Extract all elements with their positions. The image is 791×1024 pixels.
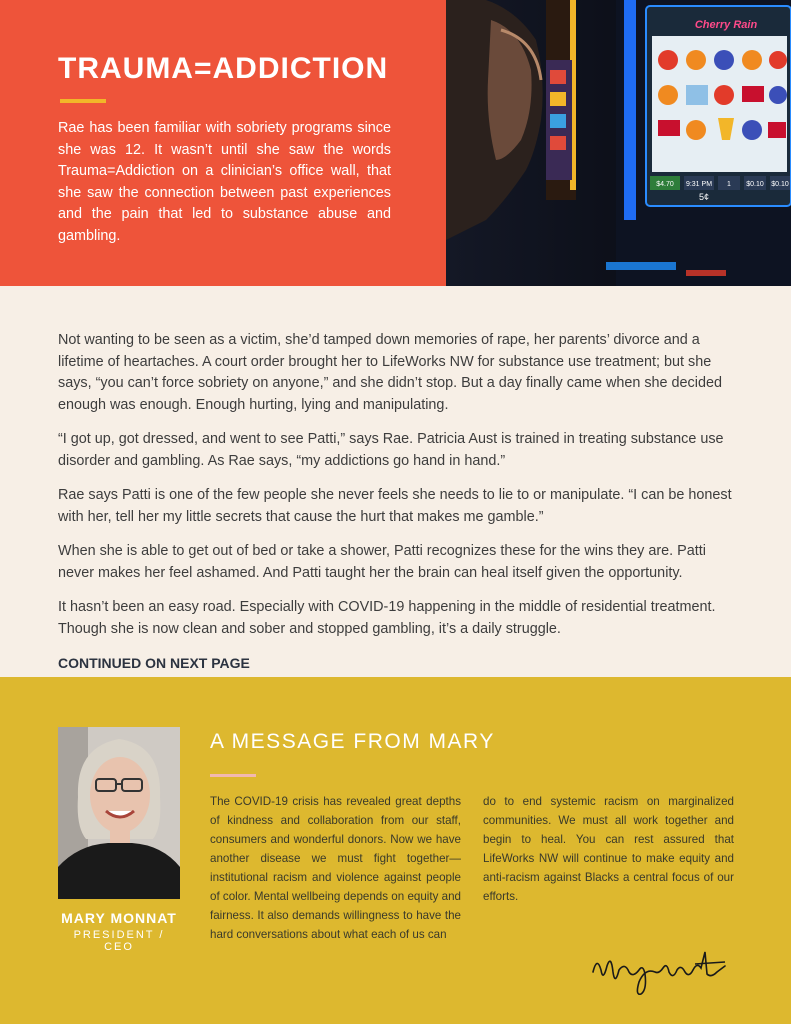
signature-image bbox=[585, 942, 735, 1002]
page-title: TRAUMA=ADDICTION bbox=[58, 52, 389, 85]
slot-denomination-label: 5¢ bbox=[698, 192, 710, 202]
slot-win-readout: $0.10 bbox=[771, 181, 789, 188]
intro-text: Rae has been familiar with sobriety programs since she was 12. It wasn’t until she saw the words Trauma=Addiction on a clinician’s office wall, that she saw the connection between past experiences and the pain that led to substance abuse and gambling. bbox=[58, 120, 391, 244]
story-paragraph: Not wanting to be seen as a victim, she’d tamped down memories of rape, her parents’ divorce and a lifetime of heartaches. A court order brought her to LifeWorks NW for substance use treatment; but she says, “you can’t force sobriety on anyone,” and she didn’t stop. But a day finally came when she decided enough was enough. Enough hurting, lying and manipulating. bbox=[58, 332, 722, 413]
story-paragraph: “I got up, got dressed, and went to see Patti,” says Rae. Patricia Aust is trained in treating substance use disorder and gambling. As Rae says, “my addictions go hand in hand.” bbox=[58, 431, 724, 469]
slot-credit-readout: $4.70 bbox=[656, 181, 674, 188]
message-column-1: The COVID-19 crisis has revealed great depths of kindness and collaboration from our staff, consumers and wonderful donors. Now we have another disease we must fight together—institutional racism and violence against people of color. Mental wellbeing depends on equity and fairness. It also demands willingness to have the hard conversations about what each of us can bbox=[210, 795, 461, 941]
message-title: A MESSAGE FROM MARY bbox=[210, 730, 495, 753]
slot-lines-readout: 1 bbox=[727, 181, 731, 188]
story-paragraph: Rae says Patti is one of the few people she never feels she needs to lie to or manipulate. “I can be honest with her, tell her my little secrets that cause the hurt that makes me gamble.” bbox=[58, 487, 732, 525]
portrait-illustration bbox=[58, 727, 180, 899]
message-column-2: do to end systemic racism on marginalized communities. We must all work together and begin to heal. You can rest assured that LifeWorks NW will continue to make equity and anti-racism against Blacks a central focus of our efforts. bbox=[483, 795, 734, 903]
slot-machine-illustration bbox=[446, 0, 791, 286]
story-paragraph: It hasn’t been an easy road. Especially with COVID-19 happening in the middle of residential treatment. Though she is now clean and sober and stopped gambling, it’s a daily struggle. bbox=[58, 599, 716, 637]
slot-brand-text: Cherry Rain bbox=[694, 19, 758, 31]
person-title: PRESIDENT / CEO bbox=[73, 929, 165, 953]
person-name: MARY MONNAT bbox=[61, 910, 177, 926]
portrait-photo bbox=[58, 727, 180, 899]
header-panel bbox=[0, 0, 446, 286]
message-title-underline bbox=[210, 774, 256, 777]
slot-time-readout: 9:31 PM bbox=[685, 181, 713, 188]
slot-bet-readout: $0.10 bbox=[746, 181, 764, 188]
continued-label: CONTINUED ON NEXT PAGE bbox=[58, 655, 250, 671]
header-section bbox=[0, 0, 791, 286]
story-body bbox=[58, 330, 735, 688]
message-section bbox=[0, 677, 791, 1024]
slot-machine-photo bbox=[446, 0, 791, 286]
story-paragraph: When she is able to get out of bed or take a shower, Patti recognizes these for the wins they are. Patti never makes her feel ashamed. And Patti taught her the brain can heal itself given the opportunity. bbox=[58, 543, 706, 581]
title-underline bbox=[60, 99, 106, 103]
